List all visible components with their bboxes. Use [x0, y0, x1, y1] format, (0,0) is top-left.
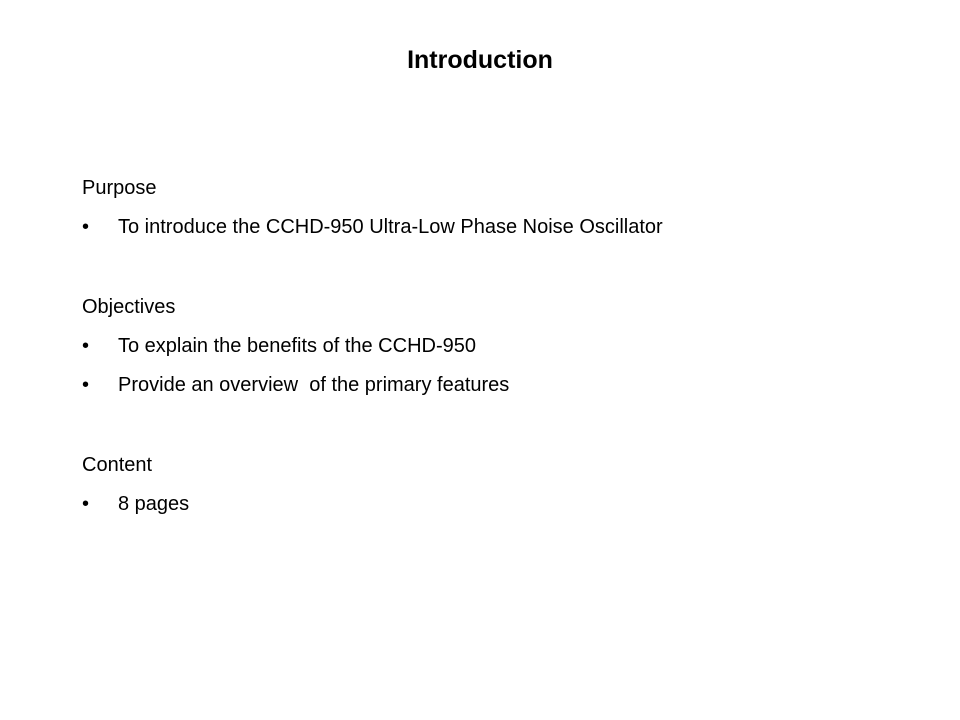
section-purpose [82, 176, 882, 239]
bullet-text: Provide an overview of the primary features [118, 374, 510, 396]
bullet-icon: • [82, 216, 90, 238]
section-heading-objectives: Objectives [82, 296, 176, 318]
bullet-item [82, 215, 882, 239]
bullet-item [82, 492, 882, 516]
bullet-list-objectives [82, 334, 882, 397]
bullet-text: 8 pages [118, 493, 190, 515]
bullet-icon: • [82, 335, 90, 357]
section-heading-purpose: Purpose [82, 177, 157, 199]
bullet-item [82, 334, 882, 358]
bullet-item [82, 373, 882, 397]
slide-title: Introduction [407, 46, 553, 74]
bullet-icon: • [82, 374, 90, 396]
section-content [82, 453, 882, 516]
section-heading-content: Content [82, 454, 153, 476]
bullet-list-purpose [82, 215, 882, 239]
bullet-text: To explain the benefits of the CCHD-950 [118, 335, 476, 357]
bullet-text: To introduce the CCHD-950 Ultra-Low Phase Noise Oscillator [118, 216, 663, 238]
bullet-icon: • [82, 493, 90, 515]
bullet-list-content [82, 492, 882, 516]
section-objectives [82, 295, 882, 397]
